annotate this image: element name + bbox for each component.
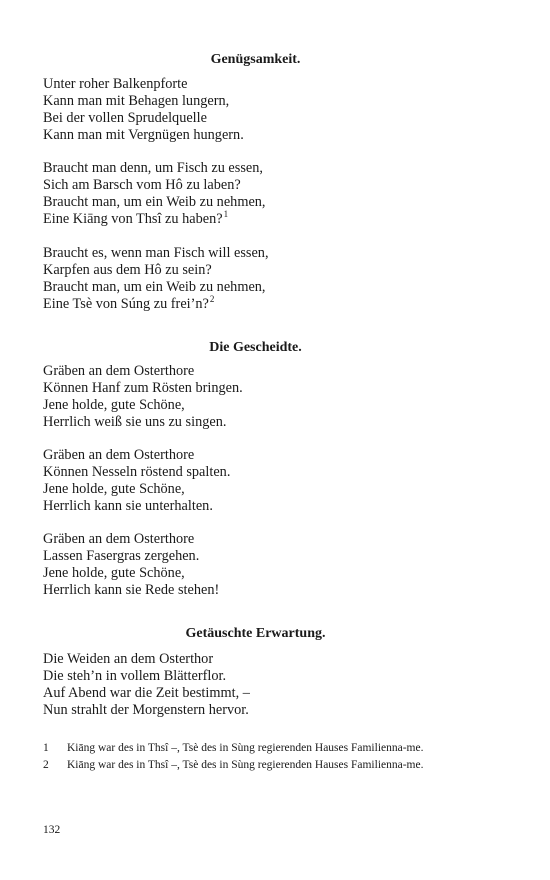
footnote-text: Kiāng war des in Thsî –, Tsè des in Sùng regierenden Hauses Familienna-me. [67, 742, 424, 754]
stanza [43, 447, 230, 515]
stanza [43, 245, 269, 313]
footnote-number: 1 [43, 742, 49, 754]
verse-line: Braucht man, um ein Weib zu nehmen, [43, 279, 266, 295]
verse-line: Kann man mit Behagen lungern, [43, 93, 230, 109]
verse-line-with-note [43, 296, 269, 313]
footnote [43, 740, 468, 757]
poem-title: Getäuschte Erwartung. [185, 626, 326, 641]
verse-line: Sich am Barsch vom Hô zu laben? [43, 177, 241, 193]
verse-line: Jene holde, gute Schöne, [43, 397, 185, 413]
stanza [43, 651, 250, 719]
verse-line: Karpfen aus dem Hô zu sein? [43, 262, 212, 278]
verse-line: Gräben an dem Osterthore [43, 447, 195, 463]
poem-title: Genügsamkeit. [210, 52, 301, 67]
verse-line: Braucht es, wenn man Fisch will essen, [43, 245, 269, 261]
verse-line: Auf Abend war die Zeit bestimmt, – [43, 685, 250, 701]
verse-line: Herrlich weiß sie uns zu singen. [43, 414, 227, 430]
verse-line: Bei der vollen Sprudelquelle [43, 110, 207, 126]
verse-line: Gräben an dem Osterthore [43, 531, 195, 547]
poem-title: Die Gescheidte. [209, 340, 302, 355]
verse-line: Herrlich kann sie Rede stehen! [43, 582, 220, 598]
verse-text: Eine Tsè von Súng zu frei’n? [43, 296, 209, 312]
verse-line: Nun strahlt der Morgenstern hervor. [43, 702, 249, 718]
verse-line: Die steh’n in vollem Blätterflor. [43, 668, 227, 684]
verse-line: Braucht man, um ein Weib zu nehmen, [43, 194, 266, 210]
footnote-reference[interactable]: 1 [223, 209, 229, 220]
verse-line: Können Nesseln röstend spalten. [43, 464, 231, 480]
verse-line-with-note [43, 211, 266, 228]
footnote-number: 2 [43, 759, 49, 771]
footnotes [43, 740, 468, 774]
footnote [43, 757, 468, 774]
footnote-text: Kiāng war des in Thsî –, Tsè des in Sùng regierenden Hauses Familienna-me. [67, 759, 424, 771]
verse-text: Eine Kiāng von Thsî zu haben? [43, 211, 223, 227]
verse-line: Lassen Fasergras zergehen. [43, 548, 200, 564]
page [43, 0, 468, 880]
page-number: 132 [43, 824, 61, 836]
footnote-reference[interactable]: 2 [209, 294, 215, 305]
stanza [43, 160, 266, 228]
verse-line: Jene holde, gute Schöne, [43, 481, 185, 497]
verse-line: Unter roher Balkenpforte [43, 76, 188, 92]
stanza [43, 531, 219, 599]
verse-line: Herrlich kann sie unterhalten. [43, 498, 213, 514]
verse-line: Die Weiden an dem Osterthor [43, 651, 214, 667]
verse-line: Können Hanf zum Rösten bringen. [43, 380, 243, 396]
verse-line: Jene holde, gute Schöne, [43, 565, 185, 581]
stanza [43, 363, 243, 431]
verse-line: Kann man mit Vergnügen hungern. [43, 127, 244, 143]
verse-line: Braucht man denn, um Fisch zu essen, [43, 160, 263, 176]
verse-line: Gräben an dem Osterthore [43, 363, 195, 379]
stanza [43, 76, 244, 144]
